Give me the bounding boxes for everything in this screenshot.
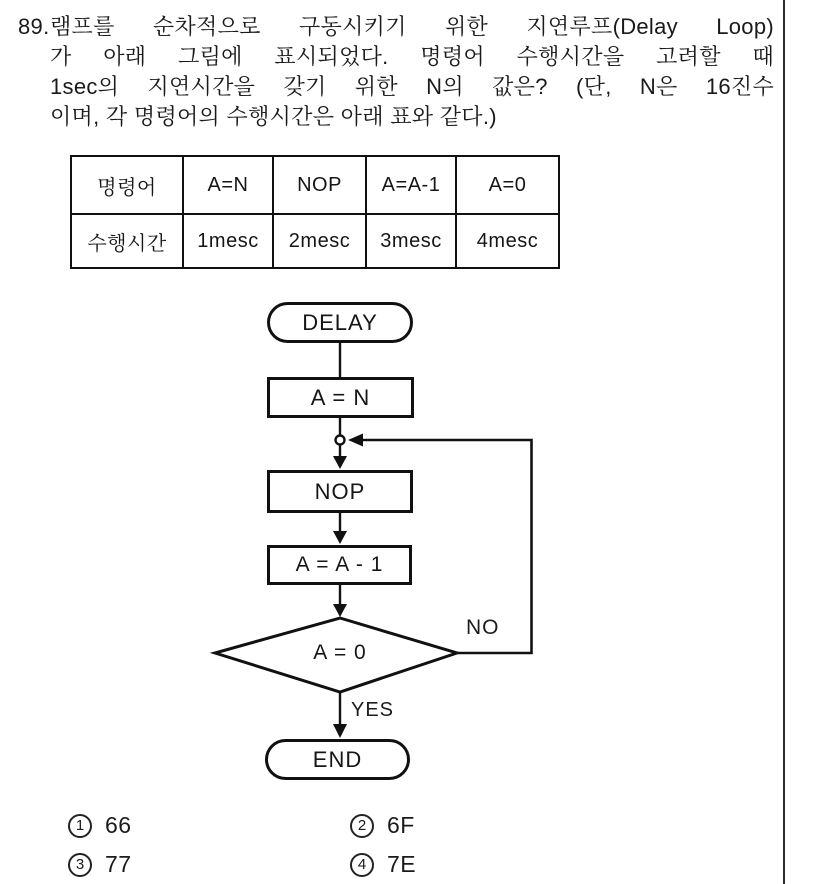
choice-4: [350, 851, 416, 878]
choice-label: 66: [105, 812, 132, 838]
choice-marker: 3: [68, 853, 92, 877]
question-text: 램프를 순차적으로 구동시키기 위한 지연루프(Delay Loop): [50, 14, 774, 39]
question-number: 89.: [18, 14, 50, 39]
table-cell: A=A-1: [366, 156, 456, 214]
table-cell: A=0: [456, 156, 559, 214]
choice-marker: 4: [350, 853, 374, 877]
table-cell: 수행시간: [71, 214, 183, 268]
question-line: 이며, 각 명령어의 수행시간은 아래 표와 같다.): [50, 104, 497, 129]
table-cell: 명령어: [71, 156, 183, 214]
table-cell: 1mesc: [183, 214, 273, 268]
instruction-table: [70, 155, 560, 269]
choice-label: 7E: [387, 851, 417, 877]
arrow-down-icon: [333, 724, 347, 738]
question-line: 1sec의 지연시간을 갖기 위한 N의 값은? (단, N은 16진수: [50, 74, 774, 99]
choice-marker: 1: [68, 814, 92, 838]
column-divider-rule: [783, 0, 785, 884]
flow-start-terminal: DELAY: [267, 302, 413, 343]
flow-decision-label: A = 0: [313, 641, 367, 664]
flow-step-nop: NOP: [267, 470, 413, 513]
table-cell: NOP: [273, 156, 366, 214]
question-line: [18, 12, 774, 42]
table-cell: 2mesc: [273, 214, 366, 268]
no-branch-label: NO: [466, 616, 500, 639]
table-cell: 4mesc: [456, 214, 559, 268]
choice-label: 6F: [387, 812, 415, 838]
arrow-down-icon: [333, 531, 347, 544]
arrow-down-icon: [333, 604, 347, 617]
flow-step-a-equals-n: A = N: [267, 377, 414, 418]
choice-label: 77: [105, 851, 132, 877]
choice-1: [68, 812, 132, 839]
question-block: [18, 12, 774, 132]
flowchart-connectors: [200, 290, 560, 760]
table-cell: 3mesc: [366, 214, 456, 268]
junction-dot: [336, 436, 345, 445]
flow-end-terminal: END: [265, 739, 410, 780]
yes-branch-label: YES: [351, 699, 395, 721]
choice-2: [350, 812, 415, 839]
table-row-instructions: [71, 156, 559, 214]
table-row-exec-times: [71, 214, 559, 268]
arrow-left-icon: [348, 434, 363, 447]
question-line: 가 아래 그림에 표시되었다. 명령어 수행시간을 고려할 때: [50, 44, 774, 69]
flow-step-decrement: A = A - 1: [267, 545, 412, 585]
arrow-down-icon: [333, 456, 347, 469]
choice-marker: 2: [350, 814, 374, 838]
table-cell: A=N: [183, 156, 273, 214]
choice-3: [68, 851, 132, 878]
